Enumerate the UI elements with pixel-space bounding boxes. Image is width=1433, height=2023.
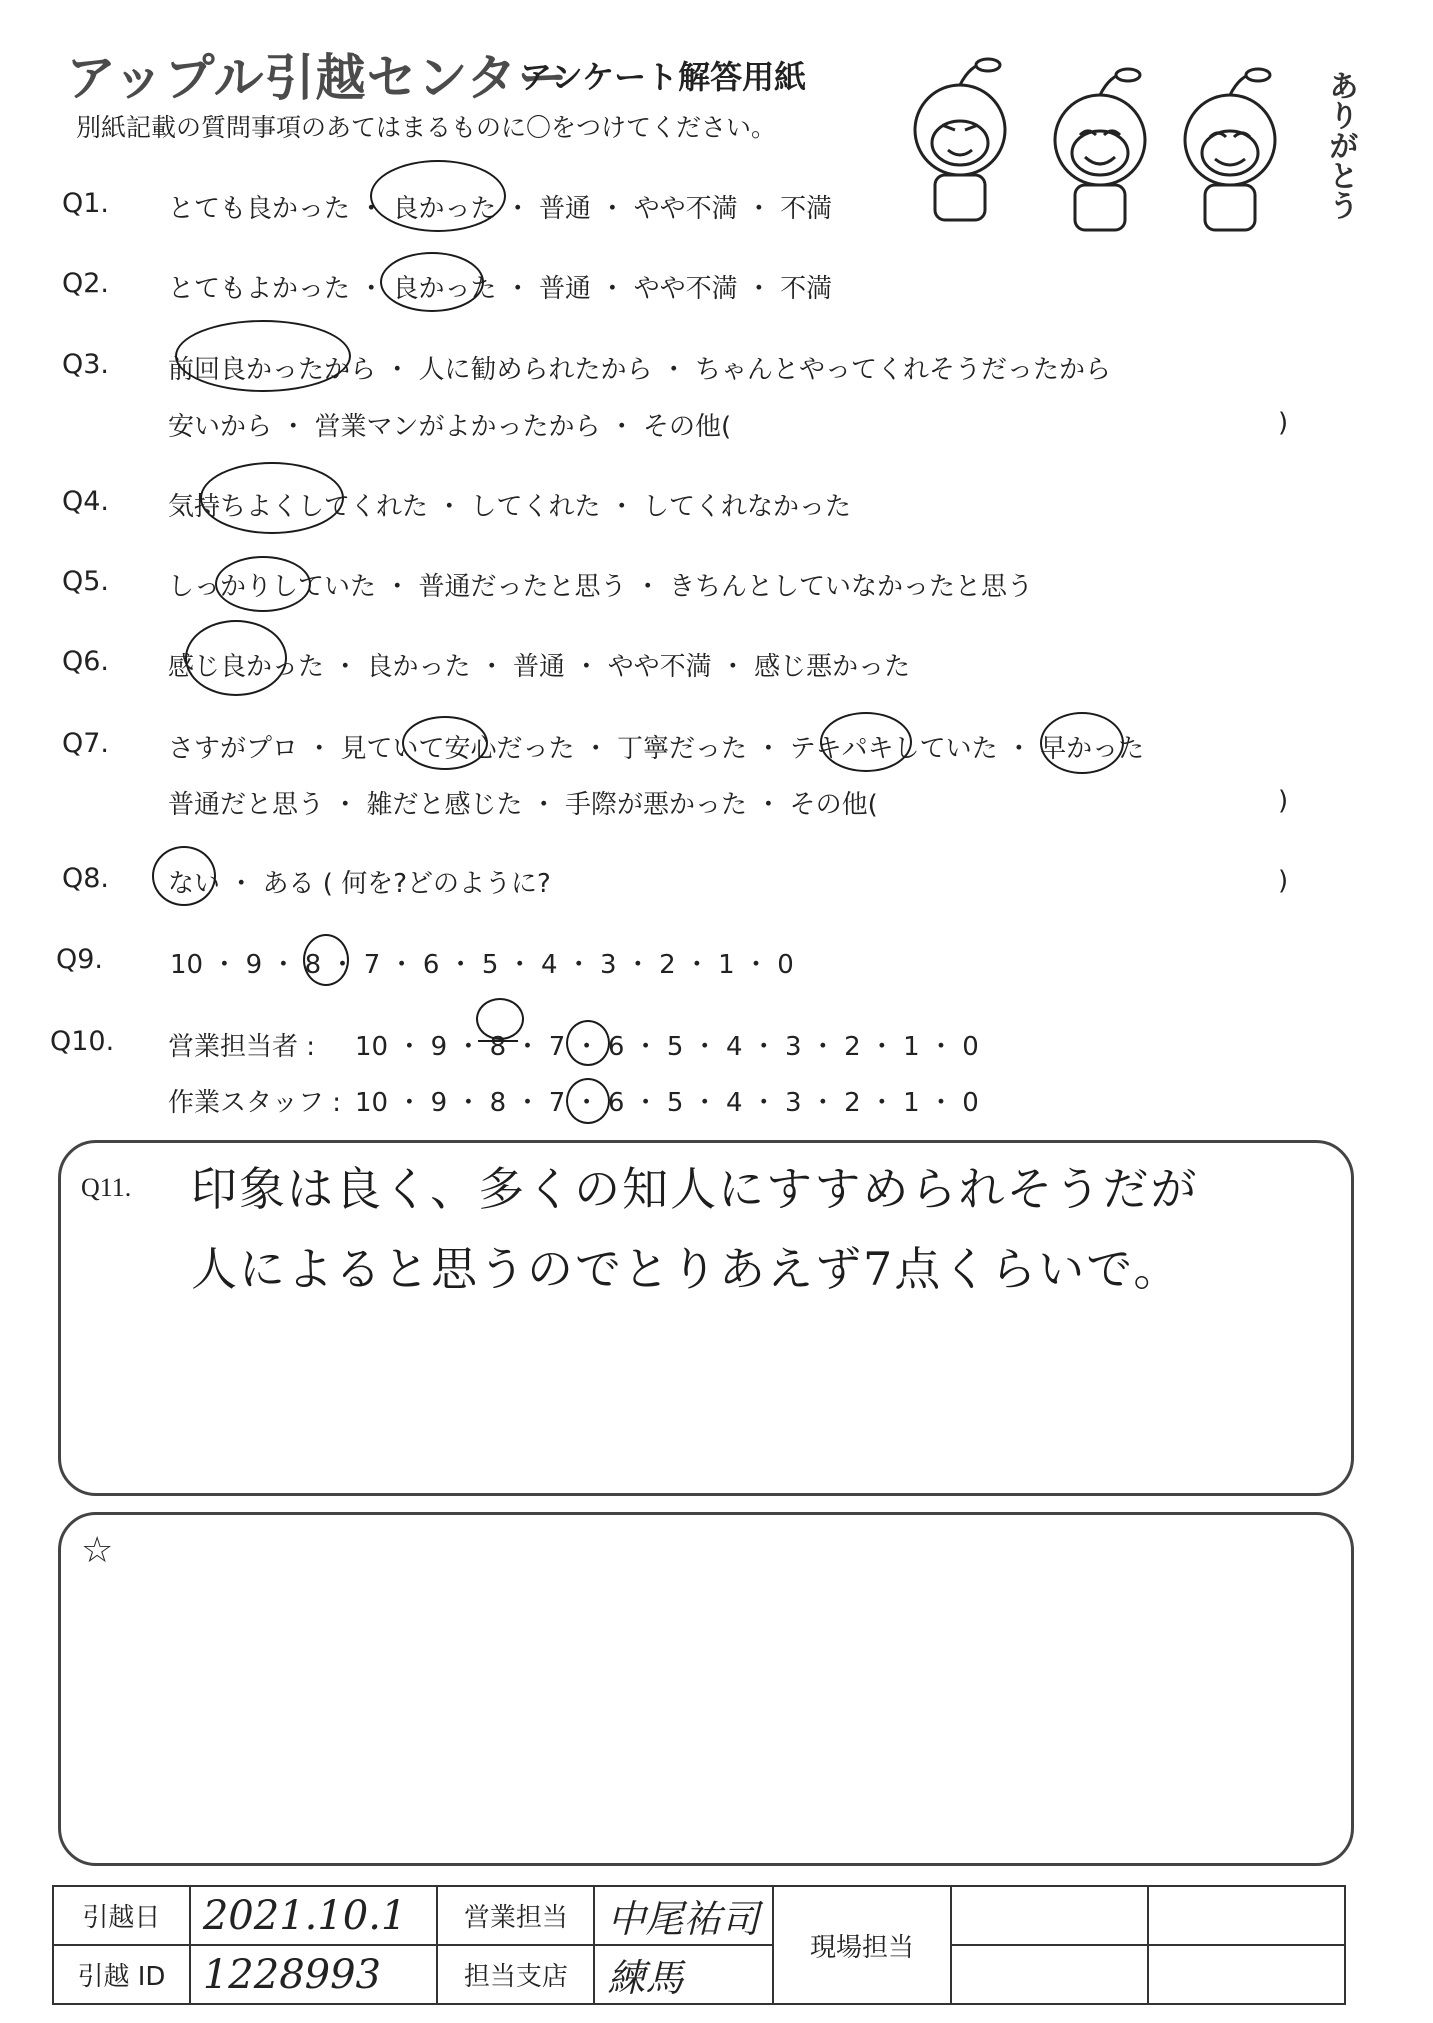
answer-circle [566, 1078, 610, 1124]
q6-number: Q6. [62, 646, 110, 677]
q9-number: Q9. [56, 944, 104, 975]
strike-line [478, 1040, 518, 1042]
footer-info-table [52, 1885, 1346, 2005]
monkey-angry-icon [915, 59, 1005, 220]
answer-circle [380, 252, 484, 312]
q11-label: Q11. [81, 1173, 132, 1202]
sales-rep-value: 中尾祐司 [594, 1886, 773, 1945]
site-rep-cell-3 [951, 1945, 1148, 2004]
move-date-label: 引越日 [53, 1886, 190, 1945]
site-rep-cell-1 [951, 1886, 1148, 1945]
move-id-value: 1228993 [190, 1945, 438, 2004]
q10-sales-scale: 10 ・ 9 ・ 8 ・ 7 ・ 6 ・ 5 ・ 4 ・ 3 ・ 2 ・ 1 ・ 0 [355, 1032, 979, 1062]
answer-circle [185, 620, 287, 696]
q2-number: Q2. [62, 268, 110, 299]
form-title: アンケート解答用紙 [520, 58, 807, 96]
thanks-text: ありがとう [1323, 70, 1358, 220]
site-rep-cell-2 [1148, 1886, 1345, 1945]
q3-options-line1: 前回良かったから ・ 人に勧められたから ・ ちゃんとやってくれそうだったから [168, 355, 1112, 385]
q1-number: Q1. [62, 188, 110, 219]
q4-number: Q4. [62, 486, 110, 517]
q10-staff-label: 作業スタッフ : [168, 1088, 342, 1118]
q7-close-paren: ) [1278, 786, 1289, 816]
q3-number: Q3. [62, 349, 110, 380]
move-date-value: 2021.10.1 [190, 1886, 438, 1945]
q7-options-line2: 普通だと思う ・ 雑だと感じた ・ 手際が悪かった ・ その他( [168, 790, 878, 820]
q6-options: 感じ良かった ・ 良かった ・ 普通 ・ やや不満 ・ 感じ悪かった [168, 652, 911, 682]
q5-options: しっかりしていた ・ 普通だったと思う ・ きちんとしていなかったと思う [168, 572, 1034, 602]
company-name: アップル引越センター [66, 49, 569, 107]
q11-handwritten-line2: 人によると思うのでとりあえず7点くらいで。 [191, 1242, 1182, 1296]
answer-circle [175, 320, 351, 392]
star-icon: ☆ [81, 1530, 114, 1571]
monkey-laughing-icon [1055, 69, 1145, 230]
q8-options: ない ・ ある ( 何を?どのように? [168, 869, 551, 899]
answer-circle [402, 716, 488, 770]
mascot-illustration [880, 55, 1350, 235]
answer-circle [303, 934, 349, 986]
answer-circle [820, 712, 912, 772]
q3-options-line2: 安いから ・ 営業マンがよかったから ・ その他( [168, 412, 732, 442]
move-id-label: 引越 ID [53, 1945, 190, 2004]
q11-handwritten-line1: 印象は良く、多くの知人にすすめられそうだが [191, 1162, 1199, 1216]
answer-circle-crossed [476, 998, 524, 1040]
site-rep-label: 現場担当 [773, 1886, 950, 2004]
answer-circle [215, 556, 311, 612]
answer-circle [200, 462, 344, 534]
q9-scale: 10 ・ 9 ・ 8 ・ 7 ・ 6 ・ 5 ・ 4 ・ 3 ・ 2 ・ 1 ・ 0 [170, 950, 794, 980]
monkey-happy-icon [1185, 69, 1275, 230]
q11-comment-box [58, 1140, 1354, 1496]
q10-number: Q10. [50, 1026, 115, 1057]
q3-close-paren: ) [1278, 408, 1289, 438]
answer-circle [370, 160, 506, 232]
q8-number: Q8. [62, 863, 110, 894]
answer-circle [566, 1020, 610, 1066]
q2-options: とてもよかった ・ 良かった ・ 普通 ・ やや不満 ・ 不満 [168, 274, 833, 304]
answer-circle [1040, 712, 1124, 774]
q10-staff-scale: 10 ・ 9 ・ 8 ・ 7 ・ 6 ・ 5 ・ 4 ・ 3 ・ 2 ・ 1 ・ 0 [355, 1088, 979, 1118]
branch-value: 練馬 [594, 1945, 773, 2004]
free-comment-box [58, 1512, 1354, 1866]
sales-rep-label: 営業担当 [437, 1886, 594, 1945]
instruction-text: 別紙記載の質問事項のあてはまるものに〇をつけてください。 [76, 113, 777, 142]
q7-number: Q7. [62, 728, 110, 759]
branch-label: 担当支店 [437, 1945, 594, 2004]
q7-options-line1: さすがプロ ・ 見ていて安心だった ・ 丁寧だった ・ テキパキしていた ・ 早かった [168, 734, 1145, 764]
q4-options: 気持ちよくしてくれた ・ してくれた ・ してくれなかった [168, 492, 852, 522]
q8-close-paren: ) [1278, 866, 1289, 896]
answer-circle [152, 846, 216, 906]
q1-options: とても良かった ・ 良かった ・ 普通 ・ やや不満 ・ 不満 [168, 194, 833, 224]
q10-sales-label: 営業担当者 : [168, 1032, 316, 1062]
q5-number: Q5. [62, 566, 110, 597]
site-rep-cell-4 [1148, 1945, 1345, 2004]
